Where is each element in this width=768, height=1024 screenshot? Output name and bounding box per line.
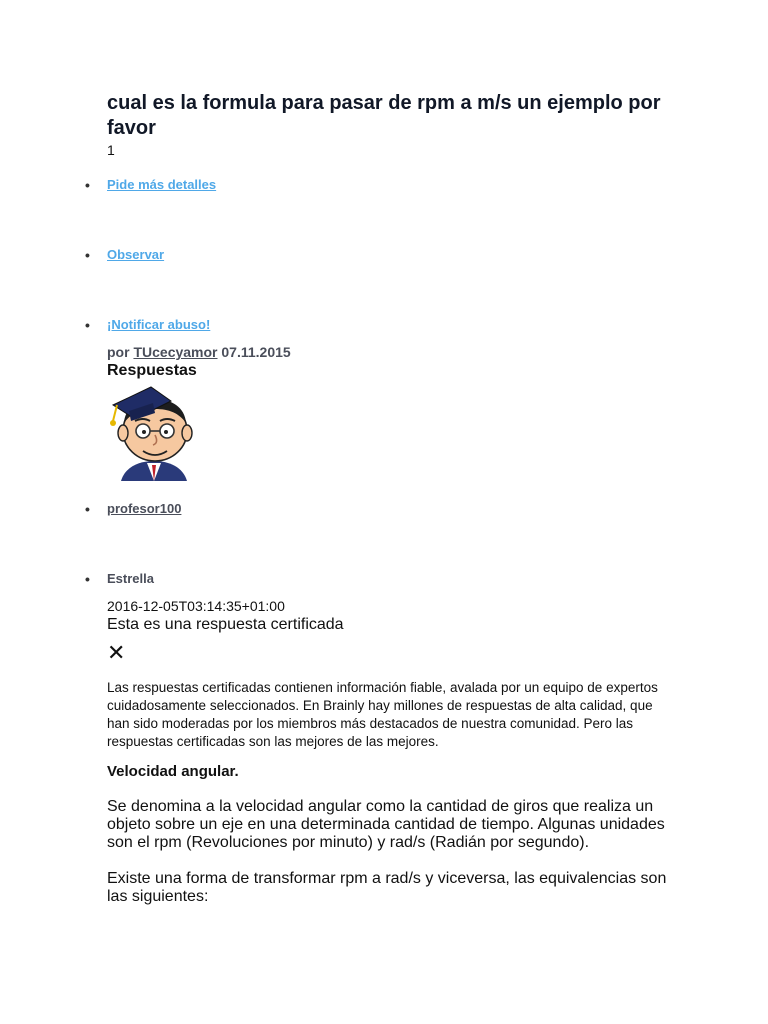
by-label: por: [107, 344, 130, 360]
report-abuse-link[interactable]: ¡Notificar abuso!: [107, 317, 211, 332]
answer-paragraph-1: Se denomina a la velocidad angular como la cantidad de giros que realiza un objeto sobre un eje en una determinada cantidad de tiempo. Algunas unidades son el rpm (Revoluciones por minuto) y rad/s (Radián por segundo).: [107, 798, 665, 851]
question-date: 07.11.2015: [221, 344, 291, 360]
bullet-icon: •: [85, 177, 90, 193]
author-link[interactable]: TUcecyamor: [133, 344, 218, 360]
certified-note: Las respuestas certificadas contienen información fiable, avalada por un equipo de expertos cuidadosamente seleccionados. En Brainly hay millones de respuestas de alta calidad, que han sido moderadas por los miembros más destacados de nuestra comunidad. Pero las respuestas certificadas son las mejores de las mejores.: [107, 680, 658, 749]
vote-count: 1: [107, 142, 115, 158]
answerer-avatar[interactable]: [107, 383, 201, 481]
bullet-icon: •: [85, 571, 90, 587]
answers-heading: Respuestas: [107, 362, 197, 379]
answerer-rank: Estrella: [107, 571, 154, 586]
answerer-link[interactable]: profesor100: [107, 501, 182, 516]
answerer-name-item: [85, 501, 667, 517]
bullet-icon: •: [85, 247, 90, 263]
certified-label: Esta es una respuesta certificada: [107, 616, 344, 633]
more-details-link[interactable]: Pide más detalles: [107, 177, 217, 192]
action-item-report: [85, 317, 667, 333]
answerer-info: [85, 501, 667, 587]
answerer-rank-item: [85, 571, 667, 587]
bullet-icon: •: [85, 501, 90, 517]
watch-link[interactable]: Observar: [107, 247, 165, 262]
question-title: cual es la formula para pasar de rpm a m/s un ejemplo por favor: [107, 92, 661, 139]
close-icon[interactable]: ✕: [107, 640, 126, 665]
action-item-watch: [85, 247, 667, 263]
answer-paragraph-2: Existe una forma de transformar rpm a rad/s y viceversa, las equivalencias son las siguientes:: [107, 870, 667, 905]
bullet-icon: •: [85, 317, 90, 333]
question-meta: [107, 343, 667, 361]
question-page: [85, 91, 667, 906]
question-actions: [85, 177, 667, 333]
answer-section-title: Velocidad angular.: [107, 763, 239, 780]
answer-timestamp: 2016-12-05T03:14:35+01:00: [107, 598, 285, 614]
action-item-more-details: [85, 177, 667, 193]
